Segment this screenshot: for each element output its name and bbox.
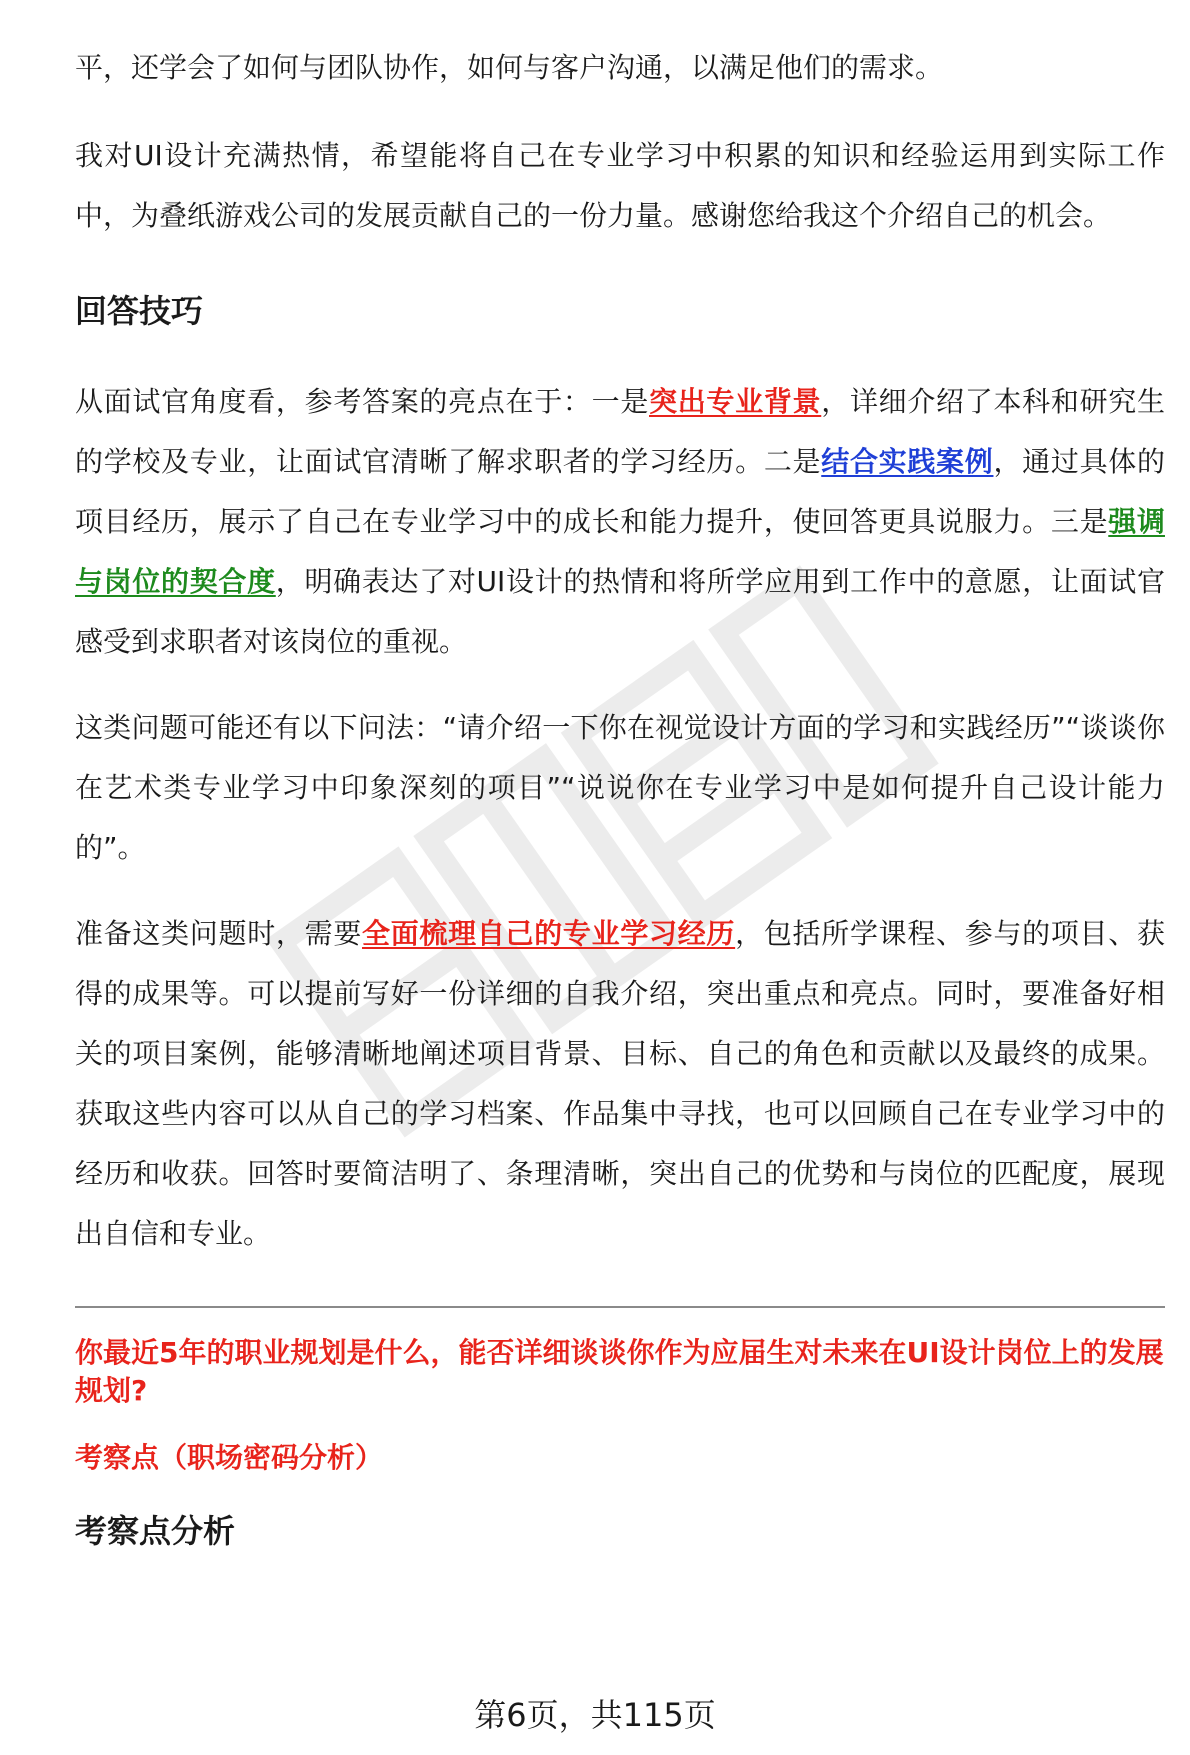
section-divider <box>75 1306 1165 1308</box>
question-title: 你最近5年的职业规划是什么，能否详细谈谈你作为应届生对未来在UI设计岗位上的发展规划? <box>75 1336 1164 1407</box>
text-segment: ，详细介绍了本科和研究生的学校及专业，让面试官清晰了解求职者的学习经历。二是 <box>75 385 1165 478</box>
highlight-professional-background: 突出专业背景 <box>649 385 822 418</box>
text-segment: 从面试官角度看，参考答案的亮点在于：一是 <box>75 385 650 418</box>
tips-paragraph-3 <box>75 904 1165 1264</box>
tips-paragraph-2: 这类问题可能还有以下问法：“请介绍一下你在视觉设计方面的学习和实践经历”“谈谈你在艺术类专业学习中印象深刻的项目”“说说你在专业学习中是如何提升自己设计能力的”。 <box>75 711 1165 864</box>
text-segment: 准备这类问题时，需要 <box>75 917 363 950</box>
highlight-study-experience: 全面梳理自己的专业学习经历 <box>362 917 736 950</box>
highlight-job-fit: 强调与岗位的契合度 <box>75 505 1165 598</box>
section-heading-tips: 回答技巧 <box>75 292 204 330</box>
page-number: 第6页，共115页 <box>474 1696 716 1734</box>
intro-paragraph-1: 平，还学会了如何与团队协作，如何与客户沟通，以满足他们的需求。 <box>75 51 944 84</box>
question-subpoint: 考察点（职场密码分析） <box>75 1441 384 1474</box>
text-segment: ，通过具体的项目经历，展示了自己在专业学习中的成长和能力提升，使回答更具说服力。三是 <box>75 445 1165 538</box>
intro-paragraph-2: 我对UI设计充满热情，希望能将自己在专业学习中积累的知识和经验运用到实际工作中，为叠纸游戏公司的发展贡献自己的一份力量。感谢您给我这个介绍自己的机会。 <box>75 139 1165 232</box>
section-heading-analysis: 考察点分析 <box>75 1512 236 1550</box>
text-segment: ，包括所学课程、参与的项目、获得的成果等。可以提前写好一份详细的自我介绍，突出重点和亮点。同时，要准备好相关的项目案例，能够清晰地阐述项目背景、目标、自己的角色和贡献以及最终的成果。获取这些内容可以从自己的学习档案、作品集中寻找，也可以回顾自己在专业学习中的经历和收获。回答时要简洁明了、条理清晰，突出自己的优势和与岗位的匹配度，展现出自信和专业。 <box>75 917 1165 1250</box>
text-segment: ，明确表达了对UI设计的热情和将所学应用到工作中的意愿，让面试官感受到求职者对该岗位的重视。 <box>75 565 1165 658</box>
document-page <box>75 38 1165 1556</box>
tips-paragraph-1 <box>75 372 1165 672</box>
highlight-practice-cases: 结合实践案例 <box>821 445 994 478</box>
